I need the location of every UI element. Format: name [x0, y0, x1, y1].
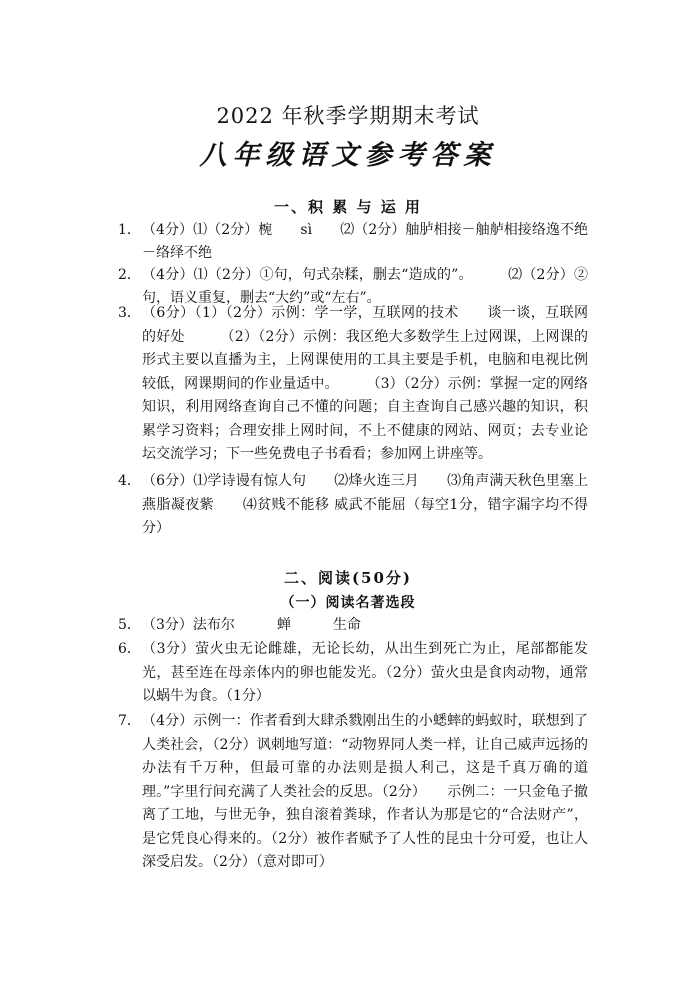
- answer-item-1: [118, 219, 588, 264]
- item-number: 1．: [118, 222, 141, 238]
- item-text: （6分）⑴学诗谩有惊人句 ⑵烽火连三月 ⑶角声满天秋色里塞上燕脂凝夜紫 ⑷贫贱不能移 威武不能屈（每空1分，错字漏字均不得分）: [142, 473, 588, 536]
- item-number: 5．: [118, 617, 141, 633]
- answer-item-7: [118, 710, 588, 875]
- item-number: 2．: [118, 267, 141, 283]
- answer-key-title: 八年级语文参考答案: [199, 140, 497, 171]
- item-number: 3．: [118, 305, 141, 321]
- item-text: （3分）法布尔 蝉 生命: [142, 617, 361, 633]
- item-text: （4分）⑴（2分）椀 sì ⑵（2分）舳胪相接－舳舻相接络逸不绝－络绎不绝: [142, 222, 588, 261]
- item-number: 6．: [118, 641, 141, 657]
- item-text: （4分）示例一：作者看到大肆杀戮刚出生的小蟋蟀的蚂蚁时，联想到了人类社会，（2分）讽刺地写道：“动物界同人类一样，让自己威声远扬的办法有千万种，但最可靠的办法则是损人利己，这是千真万确的道理。”字里行间充满了人类社会的反思。（2分） 示例二：一只金龟子撤离了工地，与世无争，独自滚着粪球，作者认为那是它的“合法财产”，是它凭良心得来的。（2分）被作者赋予了人性的昆虫十分可爱，也让人深受启发。（2分）（意对即可）: [142, 713, 588, 870]
- item-text: （6分）（1）（2分）示例：学一学，互联网的技术 谈一谈，互联网的好处 （2）（2分）示例：我区绝大多数学生上过网课，上网课的形式主要以直播为主，上网课使用的工具主要是手机，电脑和电视比例较低，网课期间的作业量适中。 （3）（2分）示例：掌握一定的网络知识，利用网络查询自己不懂的问题；自主查询自己感兴趣的知识，积累学习资料；合理安排上网时间，不上不健康的网站、网页；去专业论坛交流学习；下一些免费电子书看看；参加网上讲座等。: [142, 305, 588, 462]
- item-number: 4．: [118, 473, 141, 489]
- item-number: 7．: [118, 713, 141, 729]
- section2-subheading: （一）阅读名著选段: [280, 595, 416, 611]
- section1-heading: 一、积 累 与 运 用: [274, 198, 422, 216]
- answer-item-6: [118, 638, 588, 709]
- answer-item-3: [118, 302, 588, 467]
- section2-heading: 二、阅读(50分): [283, 569, 413, 587]
- exam-title: 2022 年秋季学期期末考试: [216, 104, 480, 128]
- item-text: （4分）⑴（2分）①句，句式杂糅，删去“造成的”。 ⑵（2分）②句，语义重复，删去“大约”或“左右”。: [142, 267, 588, 306]
- item-text: （3分）萤火虫无论雌雄，无论长幼，从出生到死亡为止，尾部都能发光，甚至连在母亲体内的卵也能发光。（2分）萤火虫是食肉动物，通常以蜗牛为食。（1分）: [142, 641, 588, 704]
- answer-item-4: [118, 470, 588, 541]
- answer-item-5: [118, 614, 588, 637]
